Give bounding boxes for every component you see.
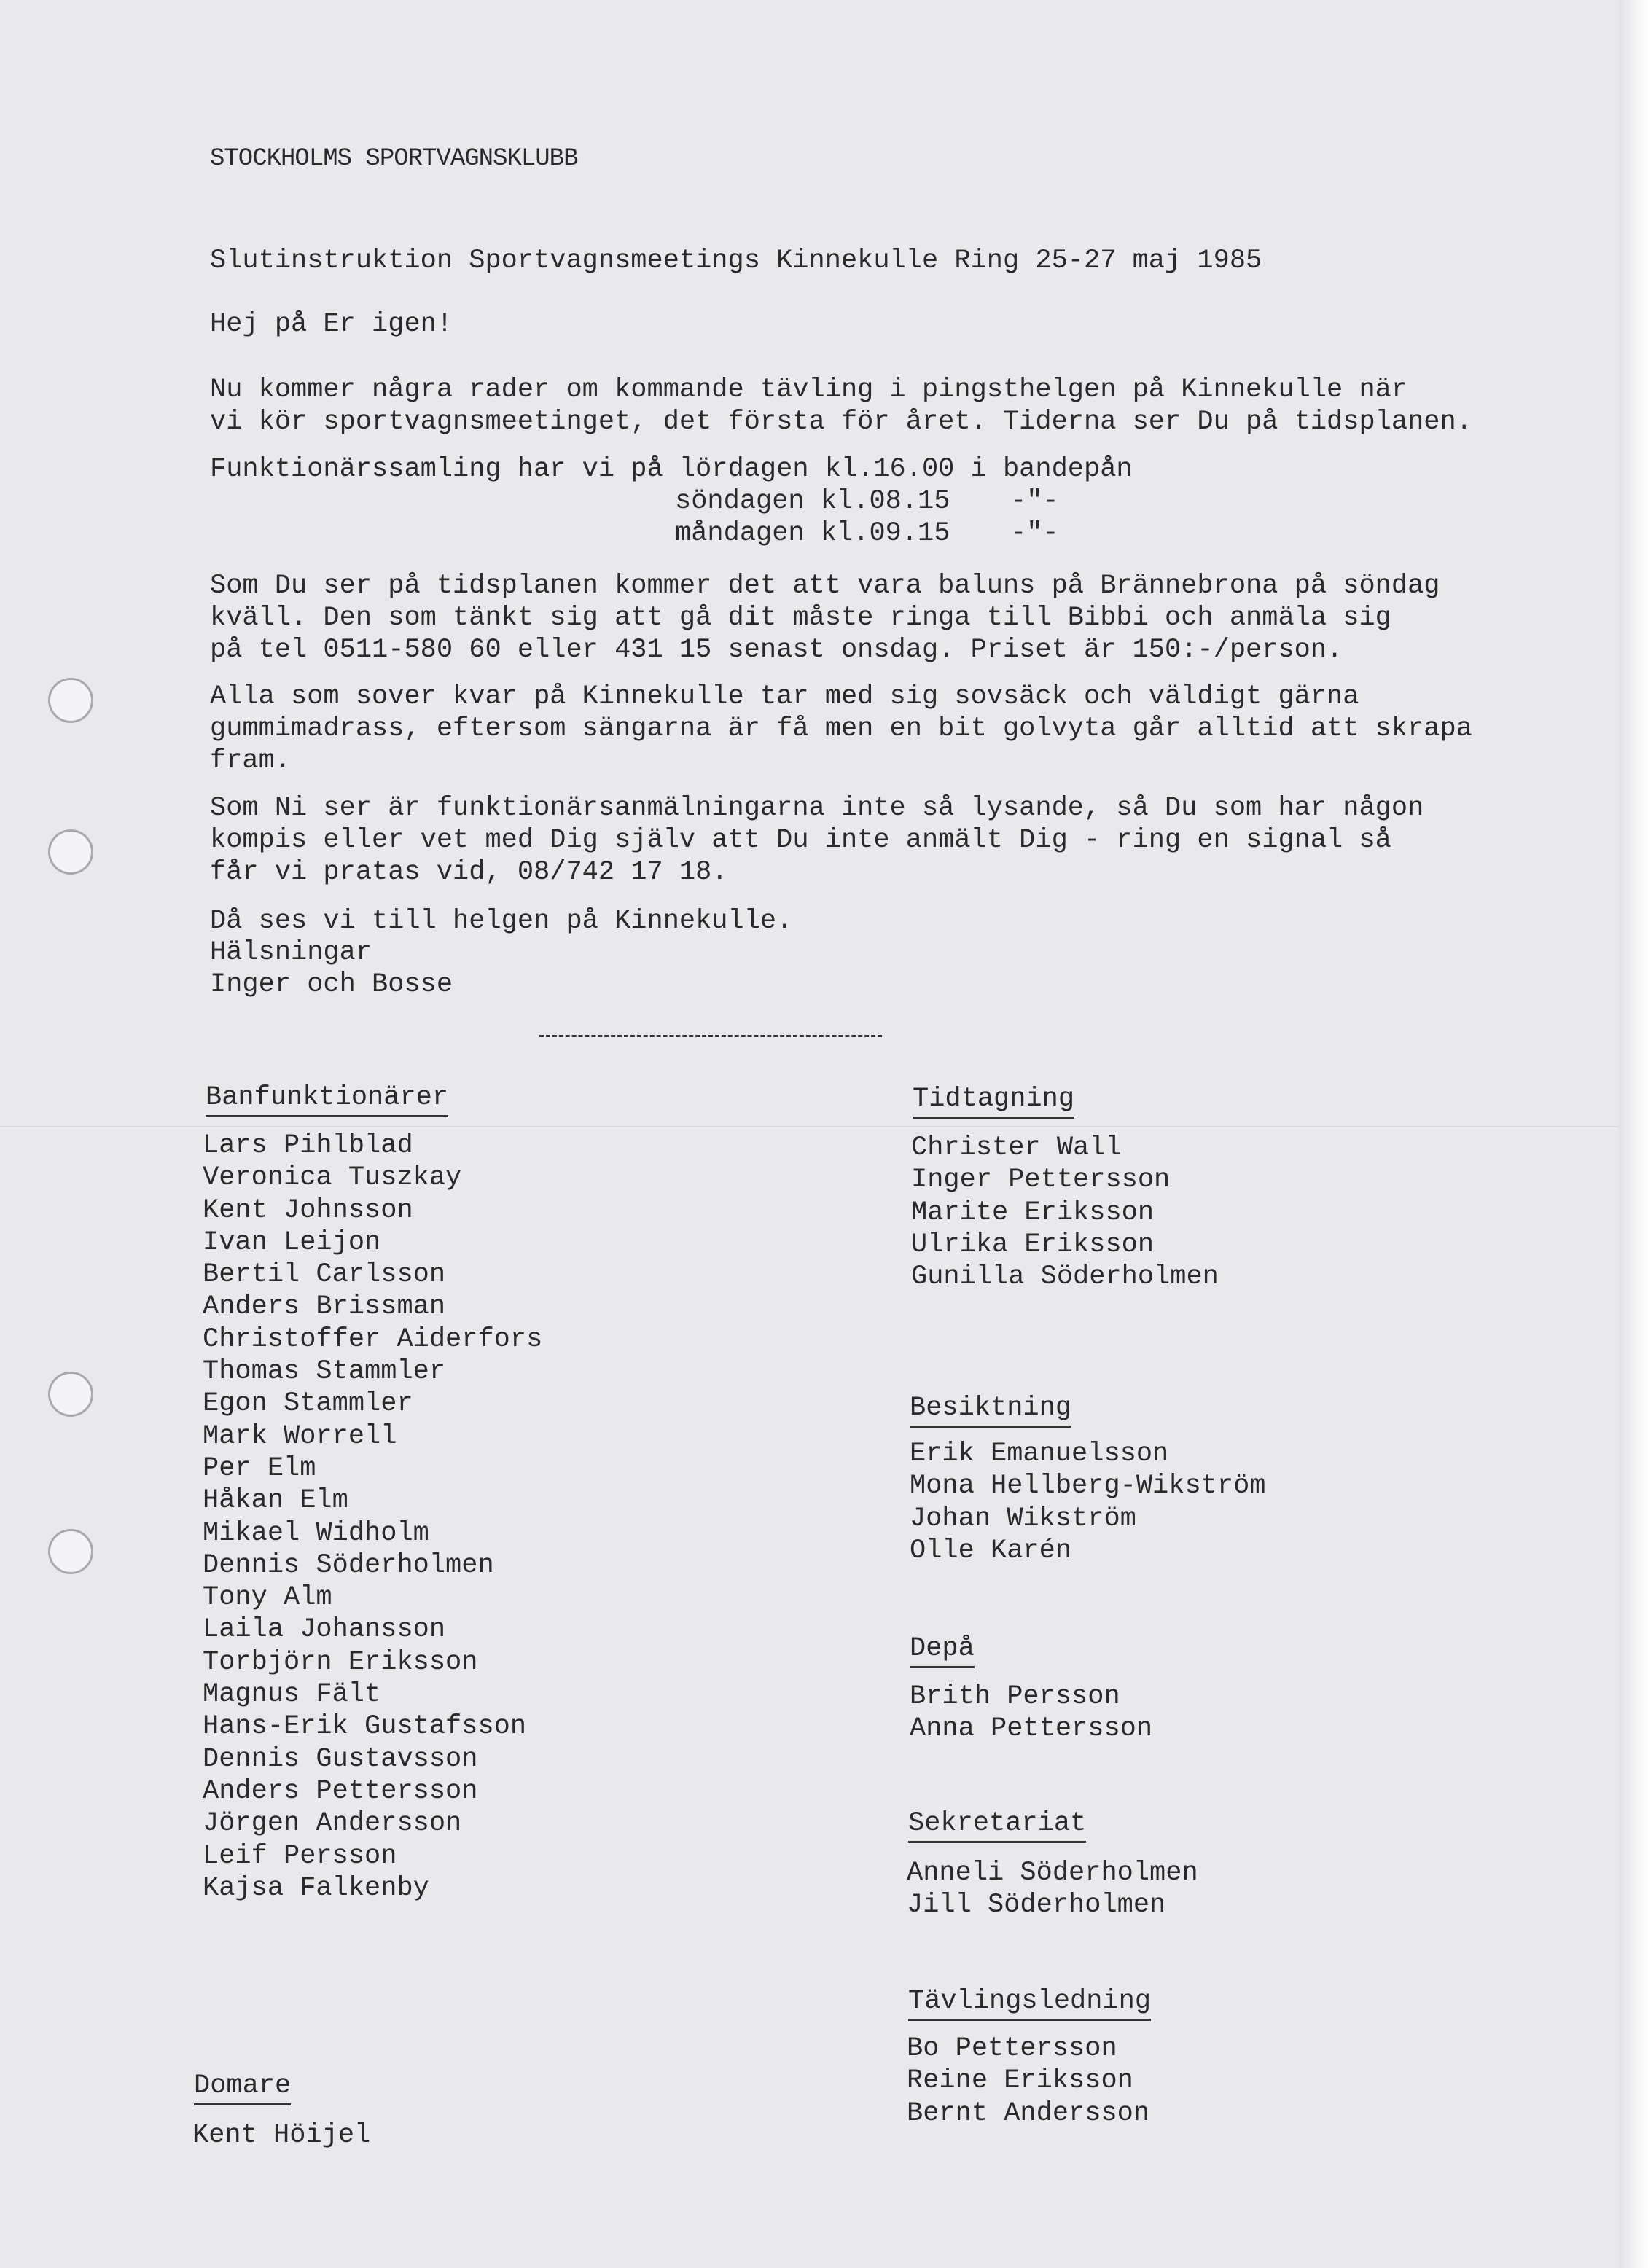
heading-besiktning: Besiktning [910, 1392, 1071, 1428]
greeting: Hej på Er igen! [210, 309, 453, 340]
list-item: Anna Pettersson [910, 1713, 1153, 1745]
punch-hole [48, 829, 93, 875]
list-item: Mikael Widholm [203, 1517, 429, 1549]
closing-line: Då ses vi till helgen på Kinnekulle. [210, 906, 793, 936]
depa-list [910, 1681, 1152, 1745]
para4-line: Som Ni ser är funktionärsanmälningarna inte så lysande, så Du som har någon [210, 793, 1424, 824]
section-divider [539, 1035, 882, 1037]
list-item: Håkan Elm [203, 1485, 348, 1517]
punch-hole [48, 678, 93, 723]
schedule-line: måndagen kl.09.15 [675, 518, 950, 549]
heading-banfunktionarer: Banfunktionärer [206, 1082, 448, 1117]
para3-line: Alla som sover kvar på Kinnekulle tar med sig sovsäck och väldigt gärna [210, 681, 1359, 712]
list-item: Johan Wikström [910, 1503, 1136, 1534]
list-item: Laila Johansson [203, 1614, 446, 1646]
list-item: Bertil Carlsson [203, 1259, 446, 1291]
list-item: Jörgen Andersson [203, 1808, 462, 1839]
punch-hole [48, 1529, 93, 1574]
para1-line: Nu kommer några rader om kommande tävling i pingsthelgen på Kinnekulle när [210, 375, 1408, 405]
list-item: Thomas Stammler [203, 1356, 446, 1388]
heading-domare: Domare [194, 2070, 291, 2105]
subject-line: Slutinstruktion Sportvagnsmeetings Kinnekulle Ring 25-27 maj 1985 [210, 246, 1262, 276]
list-item: Veronica Tuszkay [203, 1162, 462, 1194]
list-item: Dennis Gustavsson [203, 1743, 478, 1775]
list-item: Olle Karén [910, 1535, 1072, 1566]
para2-line: kväll. Den som tänkt sig att gå dit måste ringa till Bibbi och anmäla sig [210, 603, 1391, 633]
list-item: Lars Pihlblad [203, 1130, 413, 1161]
list-item: Dennis Söderholmen [203, 1549, 494, 1581]
schedule-line: Funktionärssamling har vi på lördagen kl.16.00 i bandepån [210, 454, 1133, 485]
list-item: Mona Hellberg-Wikström [910, 1471, 1266, 1502]
paper-fold [0, 1126, 1648, 1129]
para4-line: kompis eller vet med Dig själv att Du inte anmält Dig - ring en signal så [210, 825, 1391, 856]
list-item: Kent Johnsson [203, 1194, 413, 1226]
tavlingsledning-list [907, 2033, 1149, 2130]
heading-tidtagning: Tidtagning [913, 1083, 1074, 1119]
list-item: Egon Stammler [203, 1388, 413, 1420]
list-item: Erik Emanuelsson [910, 1439, 1169, 1469]
list-item: Ulrika Eriksson [911, 1229, 1155, 1260]
heading-tavlingsledning: Tävlingsledning [908, 1985, 1151, 2021]
list-item: Kent Höijel [192, 2120, 371, 2151]
list-item: Christer Wall [911, 1133, 1122, 1163]
para2-line: på tel 0511-580 60 eller 431 15 senast onsdag. Priset är 150:-/person. [210, 635, 1343, 665]
list-item: Jill Söderholmen [907, 1890, 1166, 1921]
heading-depa: Depå [910, 1632, 975, 1668]
signature: Inger och Bosse [210, 969, 453, 1000]
list-item: Per Elm [203, 1452, 316, 1484]
sekretariat-list [907, 1857, 1198, 1922]
schedule-line: söndagen kl.08.15 [675, 486, 950, 517]
list-item: Reine Eriksson [907, 2065, 1133, 2097]
list-item: Mark Worrell [203, 1420, 397, 1452]
list-item: Bo Pettersson [907, 2033, 1117, 2064]
list-item: Gunilla Söderholmen [911, 1262, 1219, 1293]
punch-hole [48, 1372, 93, 1417]
besiktning-list [910, 1438, 1265, 1567]
para3-line: gummimadrass, eftersom sängarna är få men en bit golvyta går alltid att skrapa [210, 713, 1472, 744]
para3-line: fram. [210, 746, 292, 776]
heading-sekretariat: Sekretariat [908, 1807, 1086, 1843]
tidtagning-list [911, 1132, 1219, 1293]
para4-line: får vi pratas vid, 08/742 17 18. [210, 857, 728, 888]
list-item: Kajsa Falkenby [203, 1872, 429, 1904]
list-item: Leif Persson [203, 1840, 397, 1872]
banfunktionarer-list [203, 1130, 542, 1904]
list-item: Christoffer Aiderfors [203, 1323, 543, 1355]
list-item: Anneli Söderholmen [907, 1858, 1198, 1888]
club-name: STOCKHOLMS SPORTVAGNSKLUBB [210, 145, 578, 173]
para1-line: vi kör sportvagnsmeetinget, det första för året. Tiderna ser Du på tidsplanen. [210, 407, 1472, 437]
para2-line: Som Du ser på tidsplanen kommer det att vara baluns på Brännebrona på söndag [210, 571, 1440, 601]
list-item: Anders Brissman [203, 1291, 446, 1323]
list-item: Bernt Andersson [907, 2097, 1150, 2129]
list-item: Inger Pettersson [911, 1165, 1171, 1196]
list-item: Torbjörn Eriksson [203, 1646, 478, 1678]
schedule-ditto: -"- [1010, 518, 1059, 549]
list-item: Marite Eriksson [911, 1197, 1155, 1228]
list-item: Anders Pettersson [203, 1775, 478, 1807]
page-edge [1619, 0, 1648, 2268]
list-item: Magnus Fält [203, 1679, 381, 1710]
list-item: Ivan Leijon [203, 1227, 381, 1258]
closing-line: Hälsningar [210, 937, 372, 968]
domare-list [192, 2119, 370, 2151]
list-item: Tony Alm [203, 1582, 332, 1614]
list-item: Brith Persson [910, 1681, 1120, 1712]
schedule-ditto: -"- [1010, 486, 1059, 517]
list-item: Hans-Erik Gustafsson [203, 1711, 527, 1743]
